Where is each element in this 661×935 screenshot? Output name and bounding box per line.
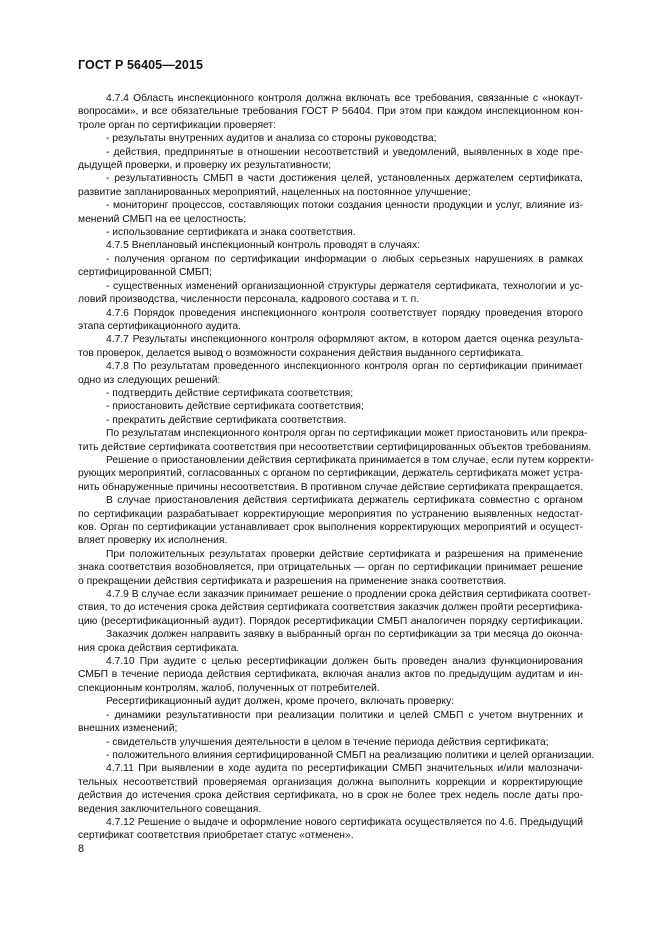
- text-line: 4.7.11 При выявлении в ходе аудита по ресертификации СМБП значительных и/или малозначи-: [106, 763, 583, 775]
- text-line: - свидетельств улучшения деятельности в целом в течение периода действия сертификата;: [106, 736, 549, 748]
- text-line: менений СМБП на ее целостность;: [78, 213, 247, 225]
- text-line: Ресертификационный аудит должен, кроме прочего, включать проверку:: [106, 696, 455, 708]
- text-line: - мониторинг процессов, составляющих потоки создания ценности продукции и услуг, влияние из-: [106, 200, 583, 212]
- text-line: тов проверок, делается вывод о возможности сохранения действия выданного сертификата.: [78, 347, 524, 359]
- standard-header: ГОСТ Р 56405—2015: [78, 58, 204, 72]
- text-line: вопросами», и все обязательные требования ГОСТ Р 56404. При этом при каждом инспекционном кон-: [78, 106, 583, 118]
- text-line: внешних изменений;: [78, 723, 178, 735]
- text-line: троле орган по сертификации проверяет:: [78, 119, 277, 131]
- text-line: рующих мероприятий, согласованных с органом по сертификации, держатель сертификата может устра-: [78, 468, 583, 480]
- text-line: - положительного влияния сертифицированной СМБП на реализацию политики и целей организации.: [106, 749, 595, 761]
- text-line: 4.7.7 Результаты инспекционного контроля оформляют актом, в котором дается оценка результа-: [106, 334, 583, 346]
- text-line: ловий производства, численности персонала, кадрового состава и т. п.: [78, 294, 420, 306]
- text-line: 4.7.10 При аудите с целью ресертификации должен быть проведен анализ функционирования: [106, 656, 583, 668]
- page-number: 8: [78, 843, 85, 855]
- text-line: сертифицированной СМБП;: [78, 267, 212, 279]
- text-line: ствия, то до истечения срока действия сертификата соответствия заказчик должен пройти ресертифика-: [78, 602, 583, 614]
- text-line: В случае приостановления действия сертификата держатель сертификата совместно с органом: [106, 495, 583, 507]
- text-line: Решение о приостановлении действия сертификата принимается в том случае, если путем корректи-: [106, 454, 594, 466]
- text-line: сертификат соответствия приобретает статус «отменен».: [78, 830, 354, 842]
- text-line: 4.7.4 Область инспекционного контроля должна включать все требования, связанные с «нокаут-: [106, 93, 583, 104]
- text-line: При положительных результатах проверки действие сертификата и разрешения на применение: [106, 548, 583, 560]
- text-line: нить обнаруженные причины несоответствия. В противном случае действие сертификата прекращается.: [78, 481, 583, 493]
- text-line: о прекращении действия сертификата и разрешения на применение знака соответствия.: [78, 575, 507, 587]
- text-line: этапа сертификационного аудита.: [78, 320, 242, 332]
- text-line: спекционным контролям, жалоб, полученных от потребителей.: [78, 682, 380, 694]
- text-line: ведения заключительного совещания.: [78, 803, 262, 815]
- text-line: - динамики результативности при реализации политики и целей СМБП с учетом внутренних и: [106, 709, 583, 721]
- text-line: вляет проверку их исполнения.: [78, 535, 228, 547]
- text-line: одно из следующих решений:: [78, 374, 221, 386]
- text-line: дыдущей проверки, и проверку их результативности;: [78, 160, 332, 172]
- text-line: тельных несоответствий проверяемая организация должна выполнить коррекции и корректирующие: [78, 776, 583, 788]
- text-line: СМБП в течение периода действия сертификата, включая анализ актов по предыдущим аудитам и ин-: [78, 669, 583, 681]
- text-line: - прекратить действие сертификата соответствия.: [106, 414, 347, 426]
- text-line: - подтвердить действие сертификата соответствия;: [106, 387, 354, 399]
- text-line: - использование сертификата и знака соответствия.: [106, 227, 356, 239]
- text-line: 4.7.6 Порядок проведения инспекционного контроля соответствует порядку проведения второго: [106, 307, 583, 319]
- text-line: 4.7.9 В случае если заказчик принимает решение о продлении срока действия сертификата соответ-: [106, 589, 592, 601]
- body-text: [78, 92, 595, 843]
- text-line: действия до истечения срока действия сертификата, но в срок не более трех недель после даты про-: [78, 790, 583, 802]
- text-line: развитие запланированных мероприятий, нацеленных на постоянное улучшение;: [78, 186, 471, 198]
- text-line: - результаты внутренних аудитов и анализа со стороны руководства;: [106, 133, 437, 145]
- text-line: По результатам инспекционного контроля орган по сертификации может приостановить или прекра-: [106, 428, 588, 440]
- text-line: цию (ресертификационный аудит). Порядок ресертификации СМБП аналогичен порядку сертификации.: [78, 615, 583, 627]
- text-line: 4.7.8 По результатам проведенного инспекционного контроля орган по сертификации принимает: [106, 361, 583, 373]
- text-line: - получения органом по сертификации информации о любых серьезных нарушениях в рамках: [106, 253, 583, 265]
- text-line: тить действие сертификата соответствия при несоответствии сертифицированных объектов требованиям.: [78, 441, 592, 453]
- text-line: - приостановить действие сертификата соответствия;: [106, 401, 364, 413]
- text-line: по сертификации разрабатывает корректирующие мероприятия по устранению выявленных недостат-: [78, 508, 583, 520]
- text-line: 4.7.5 Внеплановый инспекционный контроль проводят в случаях:: [106, 240, 420, 252]
- text-line: ния срока действия сертификата.: [78, 642, 240, 654]
- text-line: знака соответствия возобновляется, при отрицательных — орган по сертификации принимает решение: [78, 562, 583, 574]
- text-line: - существенных изменений организационной структуры держателя сертификата, технологии и ус-: [106, 280, 583, 292]
- text-line: ков. Орган по сертификации устанавливает срок выполнения корректирующих мероприятий и осущест-: [78, 522, 583, 533]
- text-line: - результативность СМБП в части достижения целей, установленных держателем сертификата,: [106, 173, 583, 185]
- text-line: - действия, предпринятые в отношении несоответствий и уведомлений, выявленных в ходе пре-: [106, 146, 583, 158]
- text-line: 4.7.12 Решение о выдаче и оформление нового сертификата осуществляется по 4.6. Предыдущий: [106, 816, 583, 828]
- text-line: Заказчик должен направить заявку в выбранный орган по сертификации за три месяца до оконча-: [106, 629, 583, 641]
